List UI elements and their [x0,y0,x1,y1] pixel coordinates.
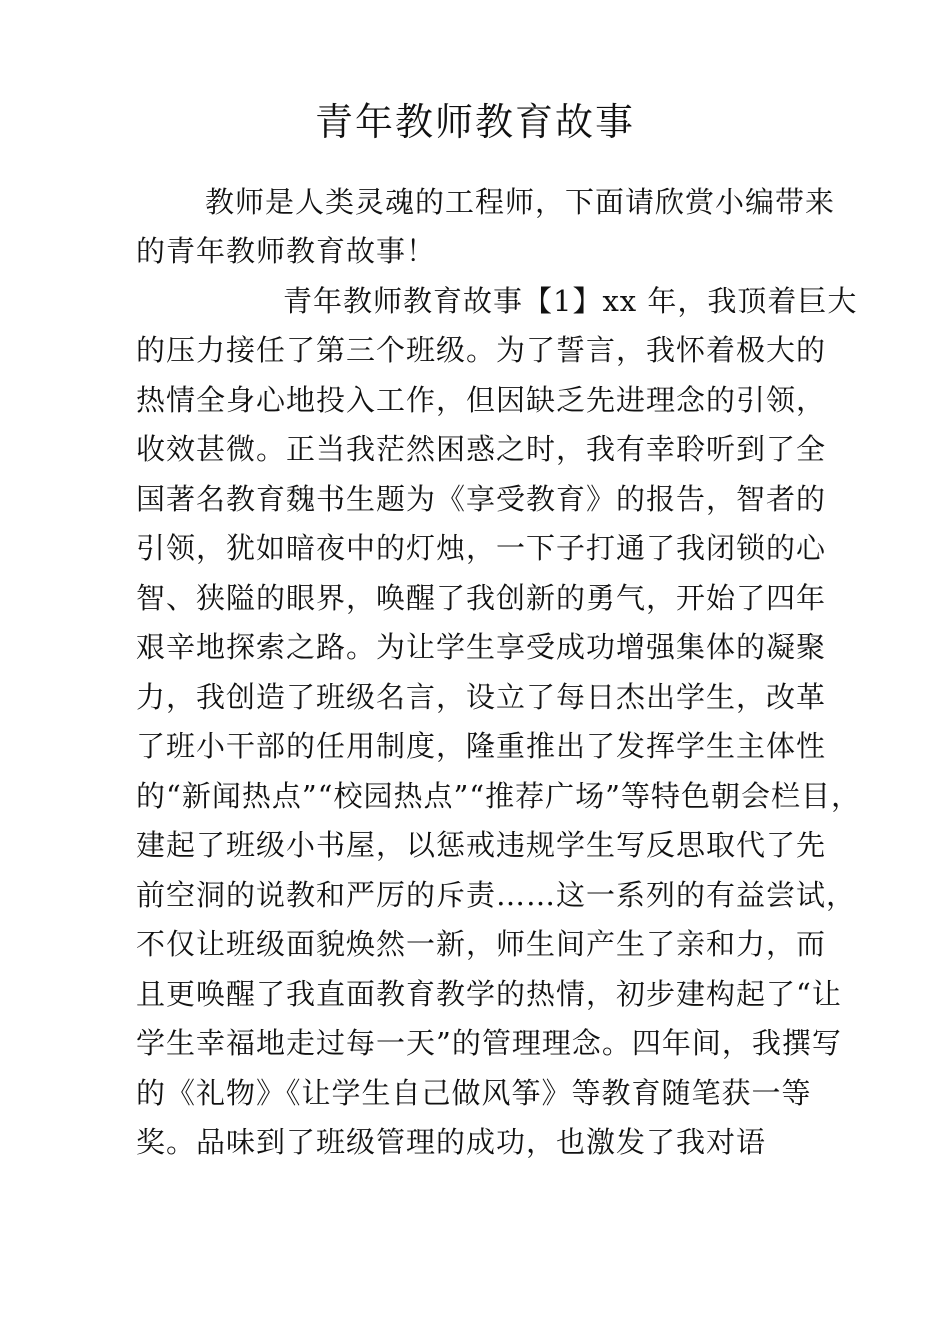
paragraph-line: 不仅让班级面貌焕然一新，师生间产生了亲和力，而 [136,927,827,961]
paragraph-line: 的青年教师教育故事！ [136,234,437,268]
paragraph-line: 青年教师教育故事【1】xx 年，我顶着巨大 [283,284,858,318]
paragraph-line: 国著名教育魏书生题为《享受教育》的报告，智者的 [136,482,827,516]
paragraph-line: 的“新闻热点”“校园热点”“推荐广场”等特色朝会栏目， [136,779,861,813]
paragraph-line: 建起了班级小书屋，以惩戒违规学生写反思取代了先 [136,828,827,862]
paragraph-line: 引领，犹如暗夜中的灯烛，一下子打通了我闭锁的心 [136,531,827,565]
document-title: 青年教师教育故事 [314,100,635,144]
paragraph-line: 教师是人类灵魂的工程师，下面请欣赏小编带来 [205,185,836,219]
paragraph-line: 的压力接任了第三个班级。为了誓言，我怀着极大的 [136,333,827,367]
paragraph-line: 学生幸福地走过每一天”的管理理念。四年间，我撰写 [136,1026,842,1060]
paragraph-line: 力，我创造了班级名言，设立了每日杰出学生，改革 [136,680,827,714]
paragraph-line: 智、狭隘的眼界，唤醒了我创新的勇气，开始了四年 [136,581,827,615]
paragraph-line: 奖。品味到了班级管理的成功，也激发了我对语 [136,1125,767,1159]
paragraph-line: 的《礼物》《让学生自己做风筝》等教育随笔获一等 [136,1076,812,1110]
paragraph-line: 艰辛地探索之路。为让学生享受成功增强集体的凝聚 [136,630,827,664]
paragraph-line: 热情全身心地投入工作，但因缺乏先进理念的引领， [136,383,827,417]
paragraph-line: 了班小干部的任用制度，隆重推出了发挥学生主体性 [136,729,827,763]
paragraph-line: 前空洞的说教和严厉的斥责……这一系列的有益尝试， [136,878,857,912]
paragraph-line: 收效甚微。正当我茫然困惑之时，我有幸聆听到了全 [136,432,827,466]
paragraph-line: 且更唤醒了我直面教育教学的热情，初步建构起了“让 [136,977,842,1011]
